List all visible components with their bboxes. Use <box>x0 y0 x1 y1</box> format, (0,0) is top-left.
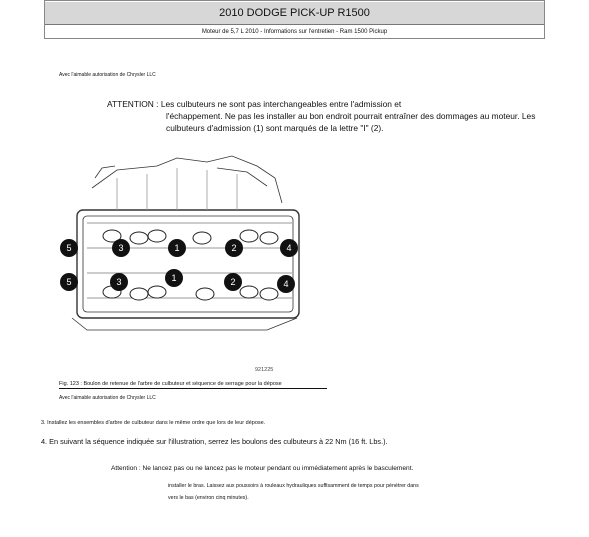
bolt-label-top-4 <box>225 239 243 257</box>
attention-note-2-cont <box>168 480 419 504</box>
bolt-label-top-3 <box>168 239 186 257</box>
svg-text:1: 1 <box>171 273 177 283</box>
svg-text:2: 2 <box>230 277 236 287</box>
attention-note-1 <box>107 98 535 134</box>
document-title: 2010 DODGE PICK-UP R1500 <box>45 2 544 25</box>
svg-text:1: 1 <box>174 243 180 253</box>
svg-text:4: 4 <box>283 279 289 289</box>
rocker-arms <box>103 230 278 300</box>
attention-2-line-3: vers le bas (environ cinq minutes). <box>168 495 249 501</box>
courtesy-note-top: Avec l'aimable autorisation de Chrysler LLC <box>59 72 156 78</box>
svg-text:5: 5 <box>66 277 72 287</box>
attention-1-line-1: ATTENTION : Les culbuteurs ne sont pas interchangeables entre l'admission et <box>107 99 402 109</box>
svg-text:2: 2 <box>231 243 237 253</box>
svg-text:3: 3 <box>116 277 122 287</box>
bolt-label-bottom-4 <box>224 273 242 291</box>
step-4: 4. En suivant la séquence indiquée sur l'illustration, serrez les boulons des culbuteurs à 22 Nm (16 ft. Lbs.). <box>41 437 388 446</box>
bolt-label-bottom-3 <box>165 269 183 287</box>
bolt-label-top-2 <box>112 239 130 257</box>
attention-1-line-2: l'échappement. Ne pas les installer au bon endroit pourrait entraîner des dommages au moteur. Les <box>166 111 536 121</box>
document-subtitle: Moteur de 5,7 L 2010 - Informations sur l'entretien - Ram 1500 Pickup <box>201 29 388 35</box>
figure-caption: Fig. 123 : Boulon de retenue de l'arbre de culbuteur et séquence de serrage pour la dépose <box>59 381 327 389</box>
svg-text:4: 4 <box>286 243 292 253</box>
step-3: 3. Installez les ensembles d'arbre de culbuteur dans le même ordre que lors de leur dépose. <box>41 420 266 426</box>
svg-text:3: 3 <box>118 243 124 253</box>
bolt-label-bottom-1 <box>60 273 78 291</box>
courtesy-note-bottom: Avec l'aimable autorisation de Chrysler LLC <box>59 395 156 401</box>
figure-code: 921225 <box>255 367 274 373</box>
bolt-label-bottom-5 <box>277 275 295 293</box>
attention-1-line-3: culbuteurs d'admission (1) sont marqués de la lettre "I" (2). <box>166 123 384 133</box>
document-header <box>44 0 545 39</box>
svg-text:5: 5 <box>66 243 72 253</box>
bolt-label-top-5 <box>280 239 298 257</box>
bolt-label-top-1 <box>60 239 78 257</box>
attention-2-line-2: installer le bras. Laissez aux poussoirs à rouleaux hydrauliques suffisamment de temps pour pénétrer dans <box>168 483 419 489</box>
rocker-arm-figure <box>57 148 303 340</box>
attention-note-2: Attention : Ne lancez pas ou ne lancez pas le moteur pendant ou immédiatement après le basculement. <box>111 465 414 472</box>
bolt-label-bottom-2 <box>110 273 128 291</box>
